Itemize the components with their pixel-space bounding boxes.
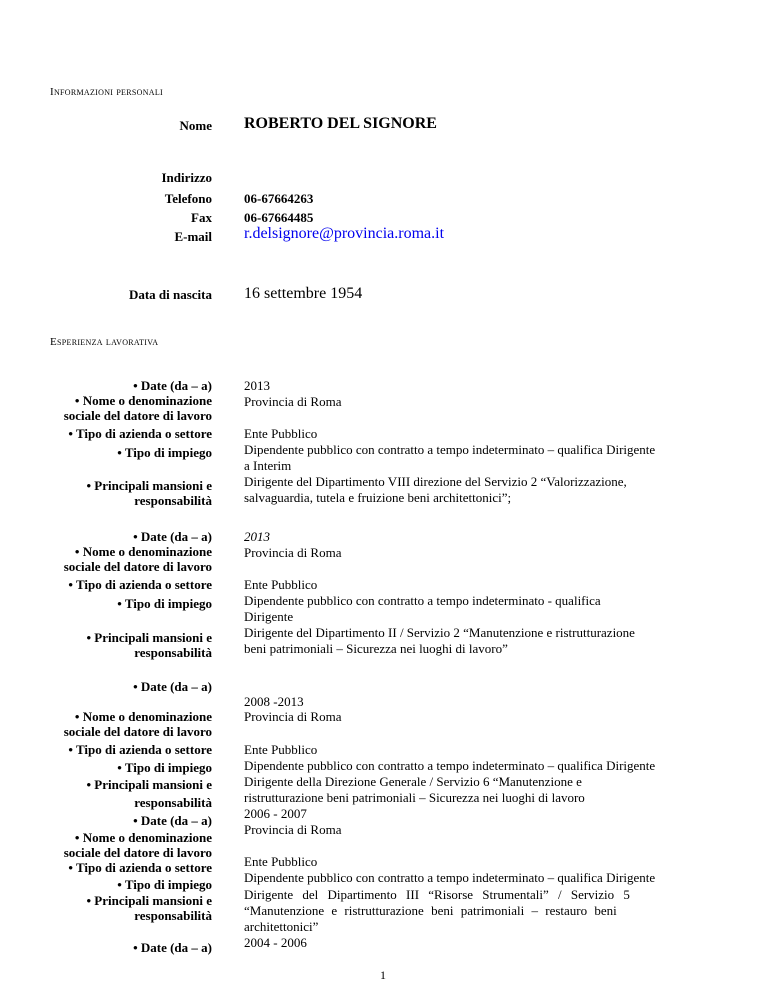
job-duties-2: salvaguardia, tutela e fruizione beni architettonici”; <box>244 490 512 505</box>
job-employer: Provincia di Roma <box>244 709 342 724</box>
job-sector: Ente Pubblico <box>244 577 318 592</box>
email-label: E-mail <box>174 229 212 244</box>
job-duties: Dirigente del Dipartimento VIII direzione del Servizio 2 “Valorizzazione, <box>244 474 627 489</box>
job-date: 2008 -2013 <box>244 694 304 709</box>
sector-label: • Tipo di azienda o settore <box>68 742 212 757</box>
duties-label-2: responsabilità <box>134 493 212 508</box>
date-label: • Date (da – a) <box>133 940 212 955</box>
job-employer: Provincia di Roma <box>244 545 342 560</box>
job-duties: Dirigente della Direzione Generale / Servizio 6 “Manutenzione e <box>244 774 582 789</box>
date-label: • Date (da – a) <box>133 378 212 393</box>
job-duties: Dirigente del Dipartimento II / Servizio 2 “Manutenzione e ristrutturazione <box>244 625 635 640</box>
job-duties-2: “Manutenzione e ristrutturazione beni patrimoniali – restauro beni <box>244 903 617 918</box>
job-duties-text: Dirigente del Dipartimento III “Risorse Strumentali” / Servizio 5 <box>244 887 630 902</box>
job-sector: Ente Pubblico <box>244 742 318 757</box>
duties-label-2: responsabilità <box>134 908 212 923</box>
job-employer: Provincia di Roma <box>244 822 342 837</box>
duties-label-2: responsabilità <box>134 645 212 660</box>
job-date: 2013 <box>244 529 270 544</box>
employer-label: • Nome o denominazione <box>74 830 212 845</box>
fax-label: Fax <box>191 210 212 225</box>
job-type-2: Dirigente <box>244 609 294 624</box>
date-label: • Date (da – a) <box>133 529 212 544</box>
name-label: Nome <box>179 118 212 133</box>
job-date: 2004 - 2006 <box>244 935 307 950</box>
employer-label: • Nome o denominazione <box>74 709 212 724</box>
birth-label: Data di nascita <box>128 287 212 302</box>
date-label: • Date (da – a) <box>133 679 212 694</box>
job-type-label: • Tipo di impiego <box>117 596 212 611</box>
duties-label: • Principali mansioni e <box>86 777 212 792</box>
date-label: • Date (da – a) <box>133 813 212 828</box>
duties-label-2: responsabilità <box>134 795 212 810</box>
fax-value: 06-67664485 <box>244 210 314 225</box>
job-type-label: • Tipo di impiego <box>117 877 212 892</box>
job-date: 2006 - 2007 <box>244 806 307 821</box>
job-type-2: a Interim <box>244 458 292 473</box>
job-type: Dipendente pubblico con contratto a tempo indeterminato - qualifica <box>244 593 601 608</box>
job-type-label: • Tipo di impiego <box>117 445 212 460</box>
job-duties-3: architettonici” <box>244 919 319 934</box>
sector-label: • Tipo di azienda o settore <box>68 577 212 592</box>
job-type: Dipendente pubblico con contratto a tempo indeterminato – qualifica Dirigente <box>244 442 656 457</box>
employer-label: • Nome o denominazione <box>74 544 212 559</box>
sector-label: • Tipo di azienda o settore <box>68 426 212 441</box>
job-employer: Provincia di Roma <box>244 394 342 409</box>
job-type-label: • Tipo di impiego <box>117 760 212 775</box>
email-link[interactable]: r.delsignore@provincia.roma.it <box>244 225 445 242</box>
duties-label: • Principali mansioni e <box>86 630 212 645</box>
section-personal-info: Informazioni personali <box>50 86 164 98</box>
phone-value: 06-67664263 <box>244 191 314 206</box>
job-date: 2013 <box>244 378 270 393</box>
duties-label: • Principali mansioni e <box>86 478 212 493</box>
section-work-experience: Esperienza lavorativa <box>50 336 159 348</box>
address-label: Indirizzo <box>161 170 212 185</box>
employer-label-2: sociale del datore di lavoro <box>63 724 212 739</box>
page-number: 1 <box>380 968 386 982</box>
job-sector: Ente Pubblico <box>244 426 318 441</box>
sector-label: • Tipo di azienda o settore <box>68 860 212 875</box>
job-duties-2: ristrutturazione beni patrimoniali – Sicurezza nei luoghi di lavoro <box>244 790 585 805</box>
name-value: ROBERTO DEL SIGNORE <box>244 115 437 132</box>
birth-value: 16 settembre 1954 <box>244 285 363 302</box>
duties-label: • Principali mansioni e <box>86 893 212 908</box>
employer-label-2: sociale del datore di lavoro <box>63 845 212 860</box>
employer-label: • Nome o denominazione <box>74 393 212 408</box>
job-sector: Ente Pubblico <box>244 854 318 869</box>
job-duties <box>244 887 699 903</box>
employer-label-2: sociale del datore di lavoro <box>63 559 212 574</box>
employer-label-2: sociale del datore di lavoro <box>63 408 212 423</box>
job-type: Dipendente pubblico con contratto a tempo indeterminato – qualifica Dirigente <box>244 870 656 885</box>
job-type: Dipendente pubblico con contratto a tempo indeterminato – qualifica Dirigente <box>244 758 656 773</box>
job-duties-2: beni patrimoniali – Sicurezza nei luoghi di lavoro” <box>244 641 508 656</box>
phone-label: Telefono <box>164 191 212 206</box>
